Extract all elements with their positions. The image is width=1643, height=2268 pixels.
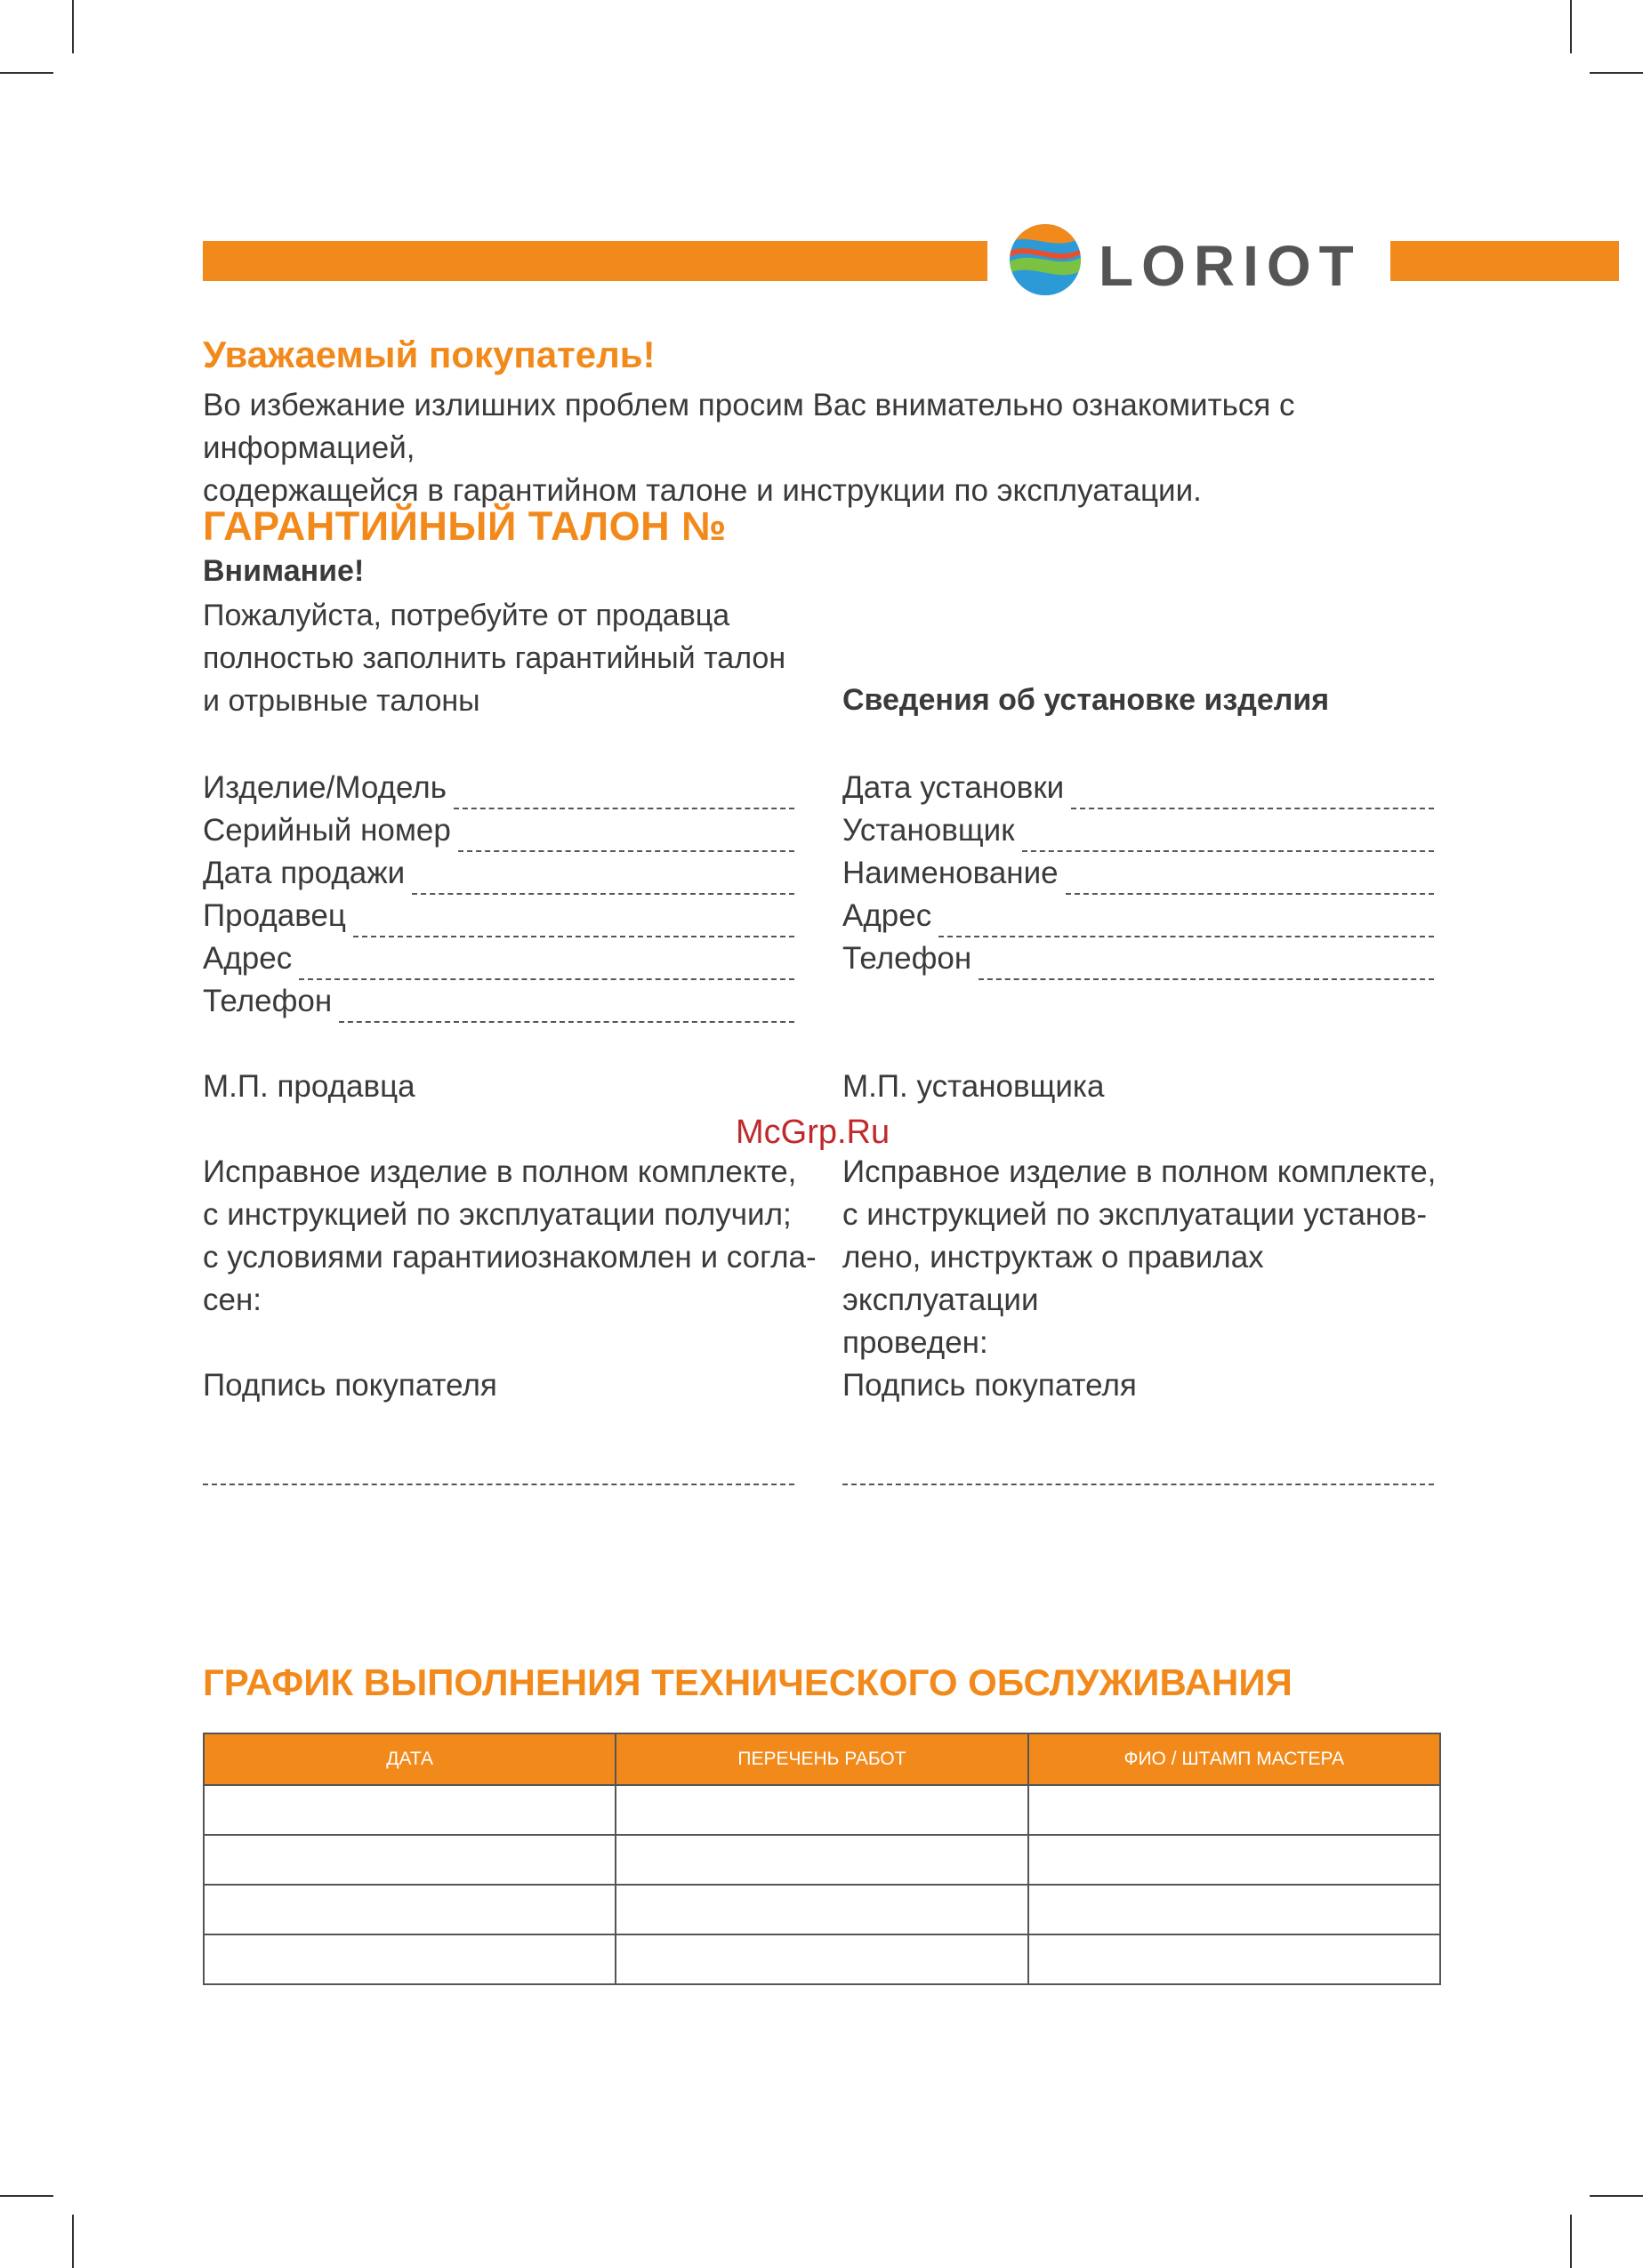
table-cell[interactable] (1028, 1885, 1440, 1934)
field-installer-address[interactable] (842, 895, 1434, 937)
statement-line: Исправное изделие в полном комплекте, (203, 1154, 797, 1189)
fill-line[interactable] (979, 948, 1434, 980)
table-cell[interactable] (1028, 1934, 1440, 1984)
table-cell[interactable] (616, 1885, 1027, 1934)
maintenance-title: ГРАФИК ВЫПОЛНЕНИЯ ТЕХНИЧЕСКОГО ОБСЛУЖИВАНИЯ (203, 1661, 1293, 1703)
table-cell[interactable] (616, 1934, 1027, 1984)
crop-mark (72, 2215, 74, 2268)
field-label: Наименование (842, 856, 1059, 890)
installer-signature-label: Подпись покупателя (842, 1368, 1137, 1403)
install-heading: Сведения об установке изделия (842, 683, 1330, 717)
globe-icon (1005, 220, 1085, 300)
installer-statement (842, 1151, 1465, 1364)
greeting-title: Уважаемый покупатель! (203, 334, 656, 375)
field-install-date[interactable] (842, 767, 1434, 809)
fill-line[interactable] (938, 905, 1434, 937)
field-label: Адрес (842, 898, 932, 933)
table-cell[interactable] (204, 1835, 616, 1885)
field-label: Дата продажи (203, 856, 406, 890)
fill-line[interactable] (1066, 863, 1434, 895)
field-label: Адрес (203, 941, 293, 976)
table-header-row (204, 1733, 1440, 1785)
crop-mark (1590, 2195, 1643, 2197)
field-label: Продавец (203, 898, 346, 933)
installer-signature-line[interactable] (842, 1484, 1434, 1485)
field-label: Серийный номер (203, 813, 451, 848)
field-label: Телефон (203, 984, 333, 1018)
table-cell[interactable] (204, 1785, 616, 1835)
field-seller[interactable] (203, 895, 794, 937)
field-seller-address[interactable] (203, 937, 794, 980)
column-master: ФИО / ШТАМП МАСТЕРА (1028, 1733, 1440, 1785)
field-product-model[interactable] (203, 767, 794, 809)
fill-line[interactable] (454, 777, 794, 809)
brand-logo (1005, 215, 1397, 304)
field-seller-phone[interactable] (203, 980, 794, 1023)
fill-line[interactable] (1071, 777, 1434, 809)
statement-line: с инструкцией по эксплуатации получил; (203, 1197, 792, 1232)
crop-mark (1570, 2215, 1572, 2268)
field-installer-phone[interactable] (842, 937, 1434, 980)
note-line: Пожалуйста, потребуйте от продавца (203, 599, 730, 632)
crop-mark (1570, 0, 1572, 53)
statement-line: Исправное изделие в полном комплекте, (842, 1154, 1437, 1189)
sale-fields (203, 767, 794, 1023)
field-label: Установщик (842, 813, 1015, 848)
fill-line[interactable] (458, 820, 794, 852)
header-bar-left (203, 241, 987, 281)
table-cell[interactable] (1028, 1835, 1440, 1885)
column-date: ДАТА (204, 1733, 616, 1785)
buyer-signature-label: Подпись покупателя (203, 1368, 497, 1403)
watermark: McGrp.Ru (736, 1114, 890, 1151)
attention-label: Внимание! (203, 554, 365, 588)
crop-mark (72, 0, 74, 53)
table-cell[interactable] (1028, 1785, 1440, 1835)
logo-wordmark: LORIOT (1099, 234, 1362, 298)
table-cell[interactable] (204, 1934, 616, 1984)
note-line: полностью заполнить гарантийный талон (203, 641, 786, 675)
attention-note (203, 594, 826, 722)
table-row (204, 1835, 1440, 1885)
install-fields (842, 767, 1434, 980)
statement-line: с инструкцией по эксплуатации установ- (842, 1197, 1427, 1232)
buyer-statement (203, 1151, 826, 1322)
note-line: и отрывные талоны (203, 684, 480, 718)
warranty-title: ГАРАНТИЙНЫЙ ТАЛОН № (203, 503, 727, 549)
greeting-intro (203, 384, 1493, 512)
statement-line: с условиями гарантииознакомлен и согла- (203, 1240, 817, 1275)
table-cell[interactable] (616, 1835, 1027, 1885)
table-row (204, 1785, 1440, 1835)
field-installer[interactable] (842, 809, 1434, 852)
table-cell[interactable] (616, 1785, 1027, 1835)
fill-line[interactable] (299, 948, 794, 980)
intro-line: содержащейся в гарантийном талоне и инструкции по эксплуатации. (203, 473, 1202, 508)
field-label: Телефон (842, 941, 972, 976)
table-row (204, 1934, 1440, 1984)
field-company-name[interactable] (842, 852, 1434, 895)
fill-line[interactable] (412, 863, 794, 895)
statement-line: лено, инструктаж о правилах эксплуатации (842, 1240, 1264, 1317)
maintenance-table (203, 1733, 1441, 1985)
buyer-signature-line[interactable] (203, 1484, 794, 1485)
statement-line: сен: (203, 1283, 262, 1317)
installer-stamp-label: М.П. установщика (842, 1069, 1105, 1104)
fill-line[interactable] (353, 905, 794, 937)
column-works: ПЕРЕЧЕНЬ РАБОТ (616, 1733, 1027, 1785)
header-bar-right (1390, 241, 1619, 281)
field-sale-date[interactable] (203, 852, 794, 895)
table-row (204, 1885, 1440, 1934)
fill-line[interactable] (1022, 820, 1434, 852)
field-serial-number[interactable] (203, 809, 794, 852)
crop-mark (0, 2195, 53, 2197)
table-cell[interactable] (204, 1885, 616, 1934)
intro-line: Во избежание излишних проблем просим Вас внимательно ознакомиться с информацией, (203, 388, 1295, 465)
statement-line: проведен: (842, 1325, 988, 1360)
field-label: Дата установки (842, 770, 1065, 805)
fill-line[interactable] (339, 991, 794, 1023)
crop-mark (1590, 72, 1643, 74)
seller-stamp-label: М.П. продавца (203, 1069, 415, 1104)
crop-mark (0, 72, 53, 74)
field-label: Изделие/Модель (203, 770, 447, 805)
